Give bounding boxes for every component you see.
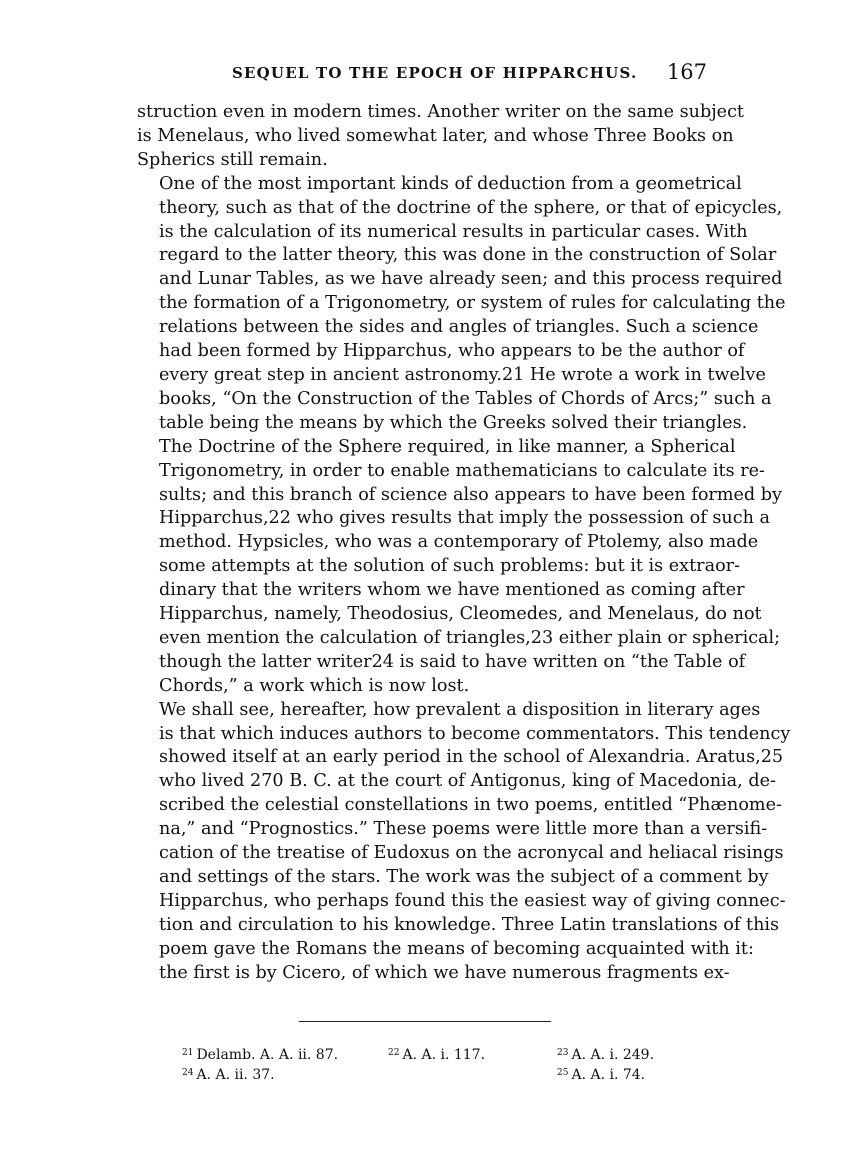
text-line: is the calculation of its numerical results in particular cases. With: [159, 221, 748, 242]
text-line: method. Hypsicles, who was a contemporary of Ptolemy, also made: [159, 532, 759, 553]
page-number: 167: [666, 60, 707, 84]
footnote-number: 25: [557, 1068, 569, 1078]
text-line: Hipparchus, namely, Theodosius, Cleomedes, and Menelaus, do not: [159, 604, 762, 625]
running-title: SEQUEL TO THE EPOCH OF HIPPARCHUS.: [232, 64, 638, 82]
text-line: and settings of the stars. The work was the subject of a comment by: [159, 867, 769, 887]
text-line: sults; and this branch of science also appears to have been formed by: [159, 484, 782, 505]
text-line: poem gave the Romans the means of becoming acquainted with it:: [159, 938, 754, 959]
footnote-23: [557, 1043, 654, 1065]
text-line: the first is by Cicero, of which we have numerous fragments ex-: [159, 962, 730, 983]
text-line: showed itself at an early period in the school of Alexandria. Aratus,25: [159, 747, 784, 768]
text-line: One of the most important kinds of deduction from a geometrical: [159, 173, 742, 194]
text-line: though the latter writer24 is said to have written on “the Table of: [159, 651, 746, 672]
footnote-number: 22: [388, 1048, 400, 1058]
text-line: relations between the sides and angles of triangles. Such a science: [159, 317, 759, 338]
text-line: who lived 270 B. C. at the court of Antigonus, king of Macedonia, de-: [159, 771, 776, 792]
text-line: had been formed by Hipparchus, who appears to be the author of: [159, 341, 745, 362]
text-line: na,” and “Prognostics.” These poems were little more than a versifi-: [159, 819, 768, 840]
text-line: Chords,” a work which is now lost.: [159, 675, 470, 696]
footnote-22: [388, 1043, 485, 1065]
text-line: dinary that the writers whom we have mentioned as coming after: [159, 580, 745, 601]
footnote-text: Delamb. A. A. ii. 87.: [196, 1047, 339, 1063]
footnote-number: 23: [557, 1048, 569, 1058]
footnote-text: A. A. i. 249.: [571, 1047, 655, 1063]
text-line: and Lunar Tables, as we have already seen; and this process required: [159, 269, 783, 290]
text-line: theory, such as that of the doctrine of the sphere, or that of epicycles,: [159, 197, 783, 218]
footnote-text: A. A. i. 117.: [402, 1047, 486, 1063]
paragraph-2: [137, 173, 786, 699]
body-text: [137, 101, 791, 986]
footnote-25: [557, 1063, 645, 1085]
text-line: some attempts at the solution of such problems: but it is extraor-: [159, 556, 741, 577]
footnote-number: 21: [182, 1048, 194, 1058]
text-line: scribed the celestial constellations in two poems, entitled “Phænome-: [159, 795, 782, 816]
running-head: [137, 60, 707, 90]
footnote-text: A. A. ii. 37.: [196, 1067, 275, 1083]
text-line: Hipparchus,22 who gives results that imply the possession of such a: [159, 508, 770, 529]
text-line: regard to the latter theory, this was done in the construction of Solar: [159, 245, 777, 266]
footnote-24: [182, 1063, 275, 1085]
text-line: Hipparchus, who perhaps found this the easiest way of giving connec-: [159, 890, 786, 911]
text-line: The Doctrine of the Sphere required, in like manner, a Spherical: [159, 436, 736, 457]
text-line: struction even in modern times. Another writer on the same subject: [137, 102, 745, 122]
paragraph-3: [137, 699, 791, 986]
text-line: table being the means by which the Greeks solved their triangles.: [159, 412, 748, 433]
text-line: books, “On the Construction of the Tables of Chords of Arcs;” such a: [159, 388, 772, 409]
text-line: is that which induces authors to become commentators. This tendency: [159, 723, 791, 744]
text-line: Trigonometry, in order to enable mathematicians to calculate its re-: [159, 460, 765, 481]
paragraph-1: [137, 101, 745, 173]
text-line: cation of the treatise of Eudoxus on the acronycal and heliacal risings: [159, 843, 784, 864]
text-line: the formation of a Trigonometry, or system of rules for calculating the: [159, 293, 786, 314]
text-line: We shall see, hereafter, how prevalent a disposition in literary ages: [159, 699, 761, 720]
text-line: Spherics still remain.: [137, 149, 328, 170]
text-line: every great step in ancient astronomy.21 He wrote a work in twelve: [159, 364, 766, 385]
footnote-text: A. A. i. 74.: [571, 1067, 646, 1083]
footnote-rule: [299, 1021, 551, 1022]
text-line: tion and circulation to his knowledge. Three Latin translations of this: [159, 914, 780, 935]
footnote-number: 24: [182, 1068, 194, 1078]
text-line: even mention the calculation of triangles,23 either plain or spherical;: [159, 627, 781, 648]
text-line: is Menelaus, who lived somewhat later, and whose Three Books on: [137, 125, 734, 146]
footnote-21: [182, 1043, 338, 1065]
